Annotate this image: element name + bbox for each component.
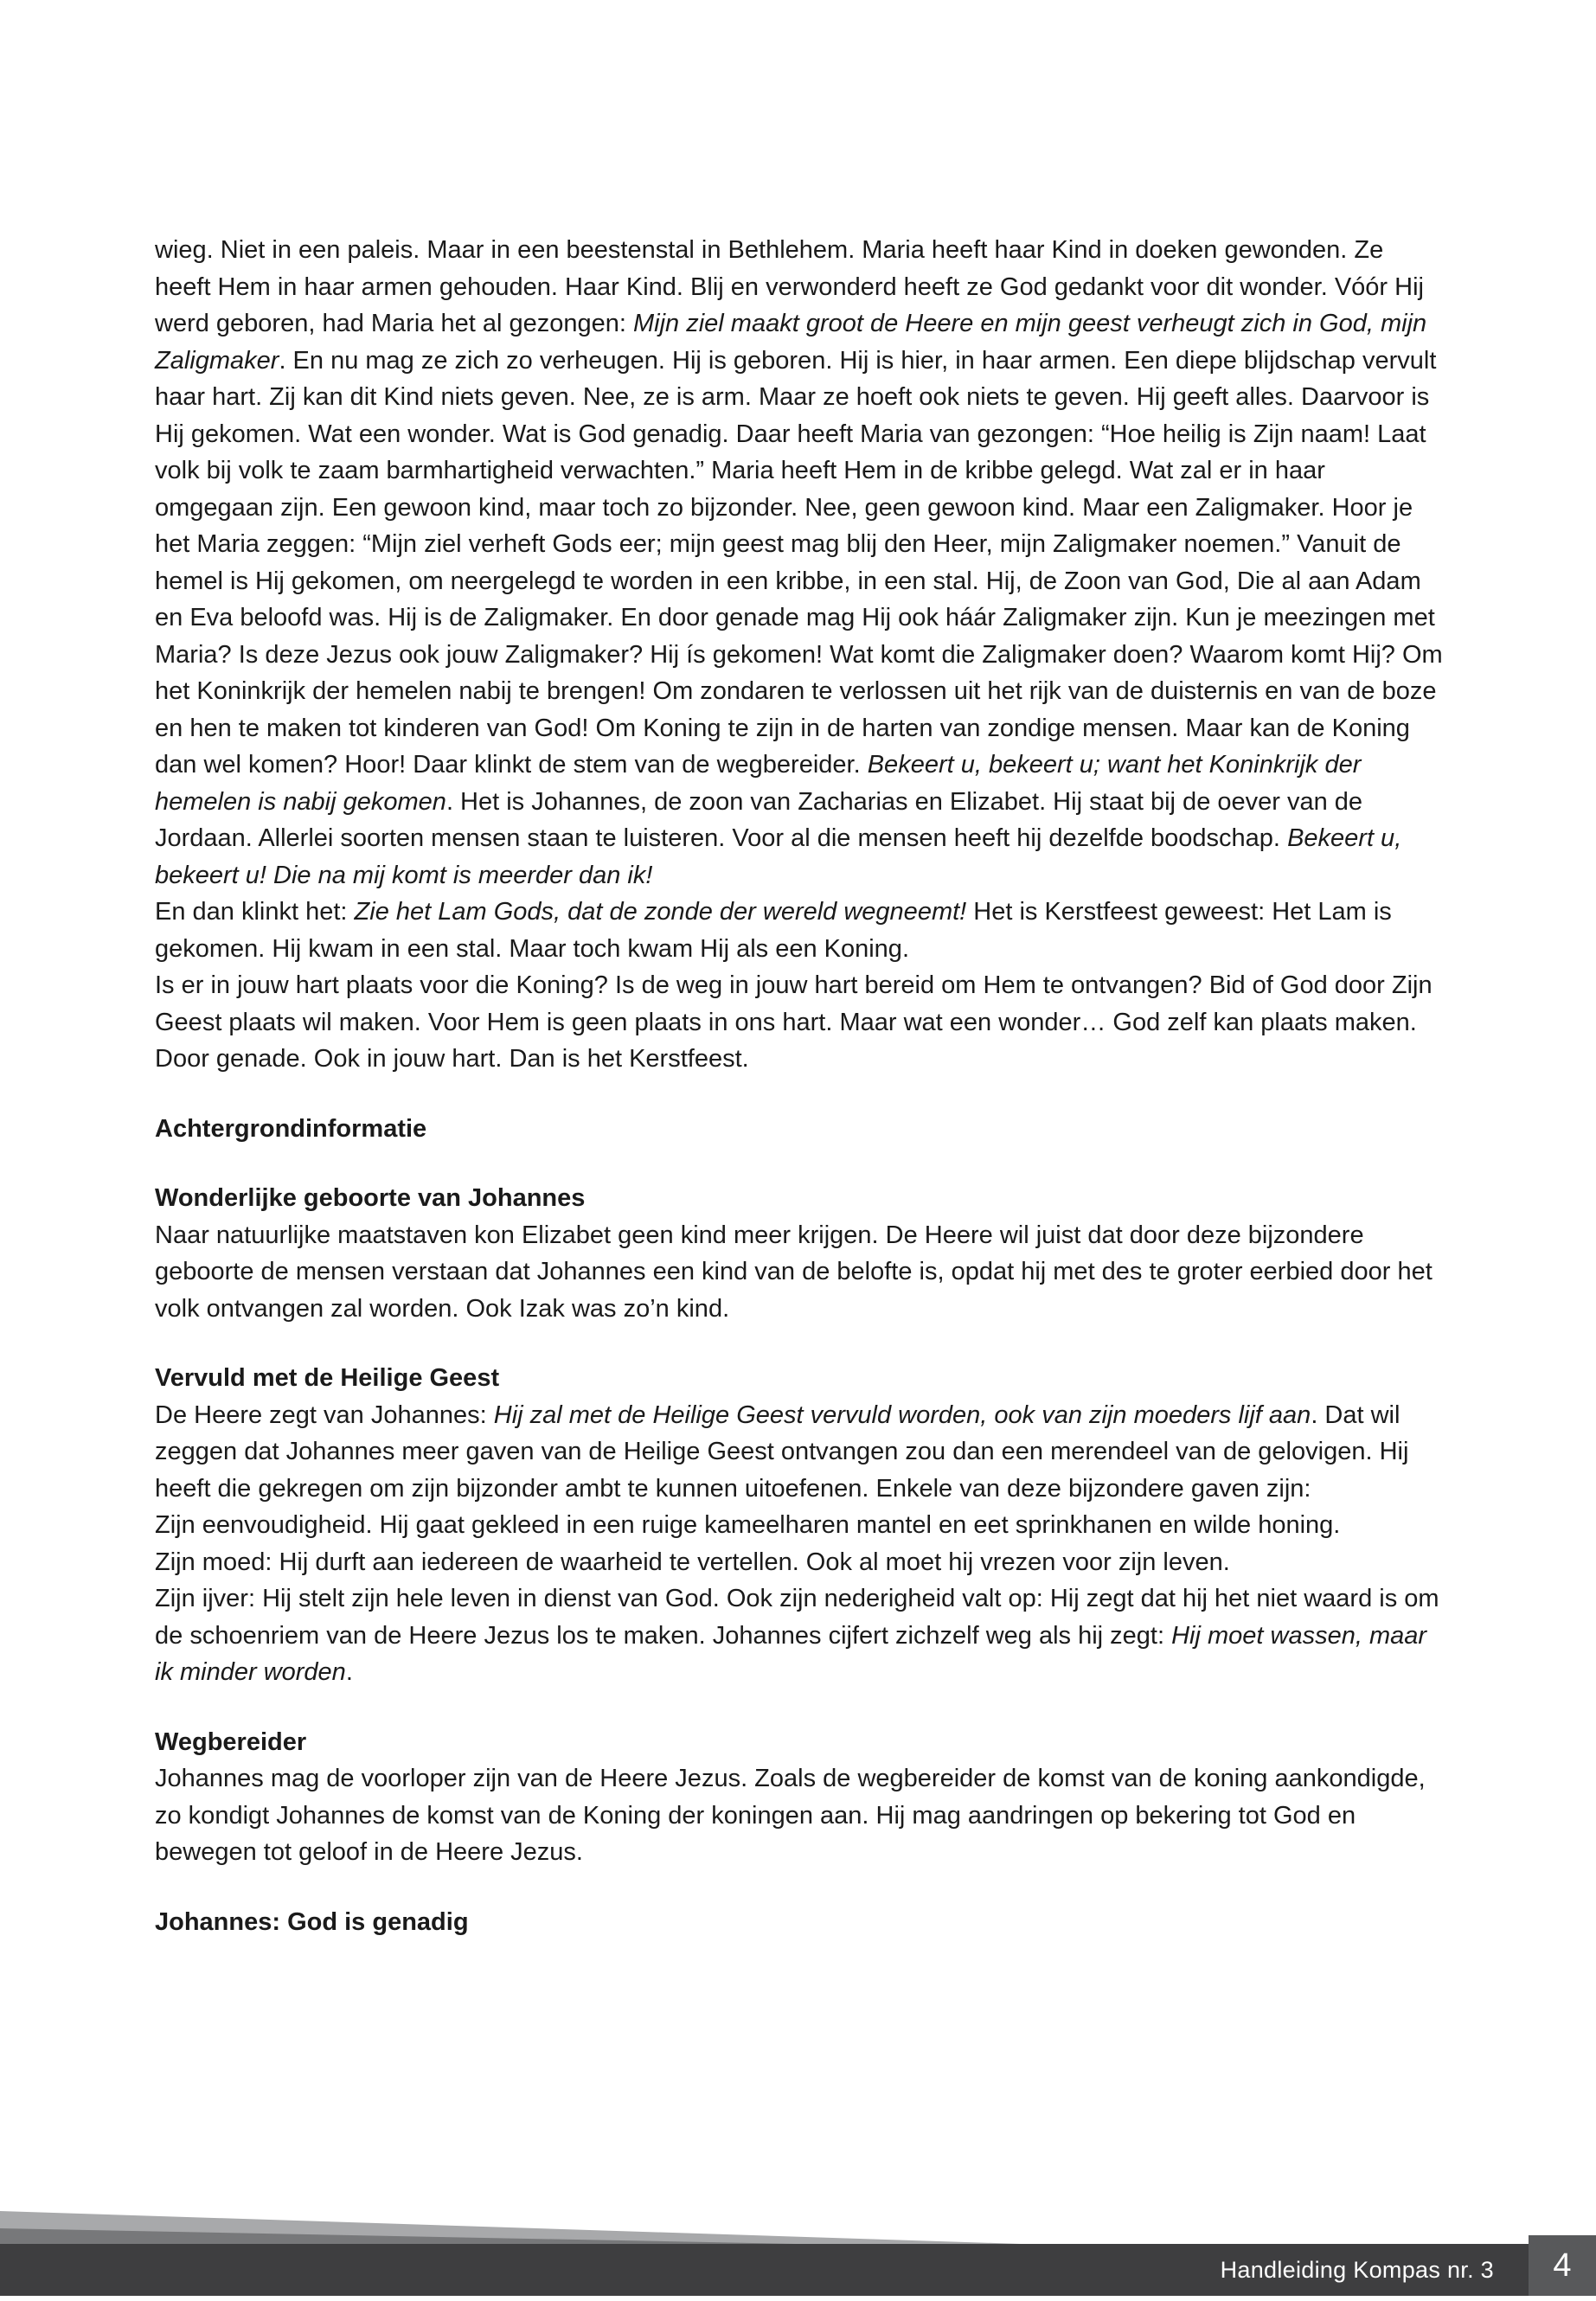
section-heading [155, 1111, 1444, 1148]
text-run: Vervuld met de Heilige Geest [155, 1364, 500, 1392]
text-run: Naar natuurlijke maatstaven kon Elizabet geen kind meer krijgen. De Heere wil juist dat door deze bijzondere geboorte de mensen verstaan dat Johannes een kind van de belofte is, opdat hij met des te groter eerbied door het volk ontvangen zal worden. Ook Izak was zo’n kind. [155, 1221, 1433, 1323]
text-run: Zijn ijver: Hij stelt zijn hele leven in dienst van God. Ook zijn nederigheid valt op: Hij zegt dat hij het niet waard is om de schoenriem van de Heere Jezus los te maken. Johannes cijfert zichzelf weg als hij zegt: [155, 1585, 1439, 1650]
paragraph [155, 1507, 1444, 1544]
document-content [155, 232, 1444, 1940]
paragraph [155, 1544, 1444, 1581]
text-run: Het is Kerstfeest geweest: Het Lam is gekomen. Hij kwam in een stal. Maar toch kwam Hij als een Koning. [155, 898, 1392, 963]
footer-swoosh-decoration [0, 2208, 1081, 2244]
paragraph [155, 967, 1444, 1078]
text-run: Is er in jouw hart plaats voor die Koning? Is de weg in jouw hart bereid om Hem te ontvangen? Bid of God door Zijn Geest plaats wil maken. Voor Hem is geen plaats in ons hart. Maar wat een wonder… God zelf kan plaats maken. Door genade. Ook in jouw hart. Dan is het Kerstfeest. [155, 971, 1433, 1073]
text-run: Wonderlijke geboorte van Johannes [155, 1184, 586, 1212]
text-run-italic: Hij zal met de Heilige Geest vervuld worden, ook van zijn moeders lijf aan [493, 1400, 1311, 1429]
section-heading [155, 1360, 1444, 1397]
text-run: En dan klinkt het: [155, 898, 355, 926]
text-run: . Dat wil zeggen dat Johannes meer gaven van de Heilige Geest ontvangen zou dan een merendeel van de gelovigen. Hij heeft die gekregen om zijn bijzonder ambt te kunnen uitoefenen. Enkele van deze bijzondere gaven zijn: [155, 1400, 1409, 1503]
paragraph [155, 1580, 1444, 1691]
section-heading [155, 1180, 1444, 1217]
paragraph [155, 1217, 1444, 1328]
paragraph [155, 894, 1444, 967]
footer-title: Handleiding Kompas nr. 3 [1220, 2256, 1494, 2283]
text-run: . En nu mag ze zich zo verheugen. Hij is geboren. Hij is hier, in haar armen. Een diepe blijdschap vervult haar hart. Zij kan dit Kind niets geven. Nee, ze is arm. Maar ze hoeft ook niets te geven. Hij geeft alles. Daarvoor is Hij gekomen. Wat een wonder. Wat is God genadig. Daar heeft Maria van gezongen: “Hoe heilig is Zijn naam! Laat volk bij volk te zaam barmhartigheid verwachten.” Maria heeft Hem in de kribbe gelegd. Wat zal er in haar omgegaan zijn. Een gewoon kind, maar toch zo bijzonder. Nee, geen gewoon kind. Maar een Zaligmaker. Hoor je het Maria zeggen: “Mijn ziel verheft Gods eer; mijn geest mag blij den Heer, mijn Zaligmaker noemen.” Vanuit de hemel is Hij gekomen, om neergelegd te worden in een kribbe, in een stal. Hij, de Zoon van God, Die al aan Adam en Eva beloofd was. Hij is de Zaligmaker. En door genade mag Hij ook háár Zaligmaker zijn. Kun je meezingen met Maria? Is deze Jezus ook jouw Zaligmaker? Hij ís gekomen! Wat komt die Zaligmaker doen? Waarom komt Hij? Om het Koninkrijk der hemelen nabij te brengen! Om zondaren te verlossen uit het rijk van de duisternis en van de boze en hen te maken tot kinderen van God! Om Koning te zijn in de harten van zondige mensen. Maar kan de Koning dan wel komen? Hoor! Daar klinkt de stem van de wegbereider. [155, 346, 1443, 779]
text-run: Johannes: God is genadig [155, 1907, 469, 1936]
text-run: Johannes mag de voorloper zijn van de Heere Jezus. Zoals de wegbereider de komst van de koning aankondigde, zo kondigt Johannes de komst van de Koning der koningen aan. Hij mag aandringen op bekering tot God en bewegen tot geloof in de Heere Jezus. [155, 1765, 1426, 1866]
text-run: Wegbereider [155, 1727, 307, 1756]
paragraph [155, 1397, 1444, 1508]
text-run: . [345, 1658, 353, 1686]
footer-bar [0, 2244, 1596, 2296]
page-number-box [1529, 2235, 1596, 2296]
text-run-italic: Hij moet wassen, maar ik minder worden [155, 1621, 1427, 1686]
text-run: Achtergrondinformatie [155, 1114, 427, 1143]
text-run: Zijn moed: Hij durft aan iedereen de waarheid te vertellen. Ook al moet hij vrezen voor zijn leven. [155, 1548, 1230, 1576]
text-run-italic: Zie het Lam Gods, dat de zonde der wereld wegneemt! [354, 898, 967, 926]
text-run-italic: Bekeert u, bekeert u! Die na mij komt is meerder dan ik! [155, 824, 1402, 889]
paragraph [155, 1760, 1444, 1871]
text-run: Zijn eenvoudigheid. Hij gaat gekleed in een ruige kameelharen mantel en eet sprinkhanen en wilde honing. [155, 1511, 1341, 1539]
text-run: De Heere zegt van Johannes: [155, 1400, 494, 1429]
paragraph [155, 232, 1444, 894]
text-run-italic: Bekeert u, bekeert u; want het Koninkrijk der hemelen is nabij gekomen [155, 751, 1362, 816]
page-footer [0, 2145, 1596, 2301]
text-run: wieg. Niet in een paleis. Maar in een beestenstal in Bethlehem. Maria heeft haar Kind in doeken gewonden. Ze heeft Hem in haar armen gehouden. Haar Kind. Blij en verwonderd heeft ze God gedankt voor dit wonder. Vóór Hij werd geboren, had Maria het al gezongen: [155, 236, 1424, 337]
text-run: . Het is Johannes, de zoon van Zacharias en Elizabet. Hij staat bij de oever van de Jordaan. Allerlei soorten mensen staan te luisteren. Voor al die mensen heeft hij dezelfde boodschap. [155, 787, 1363, 852]
text-run-italic: Mijn ziel maakt groot de Heere en mijn geest verheugt zich in God, mijn Zaligmaker [155, 310, 1427, 375]
page-number: 4 [1553, 2247, 1572, 2284]
section-heading [155, 1904, 1444, 1941]
section-heading [155, 1724, 1444, 1761]
